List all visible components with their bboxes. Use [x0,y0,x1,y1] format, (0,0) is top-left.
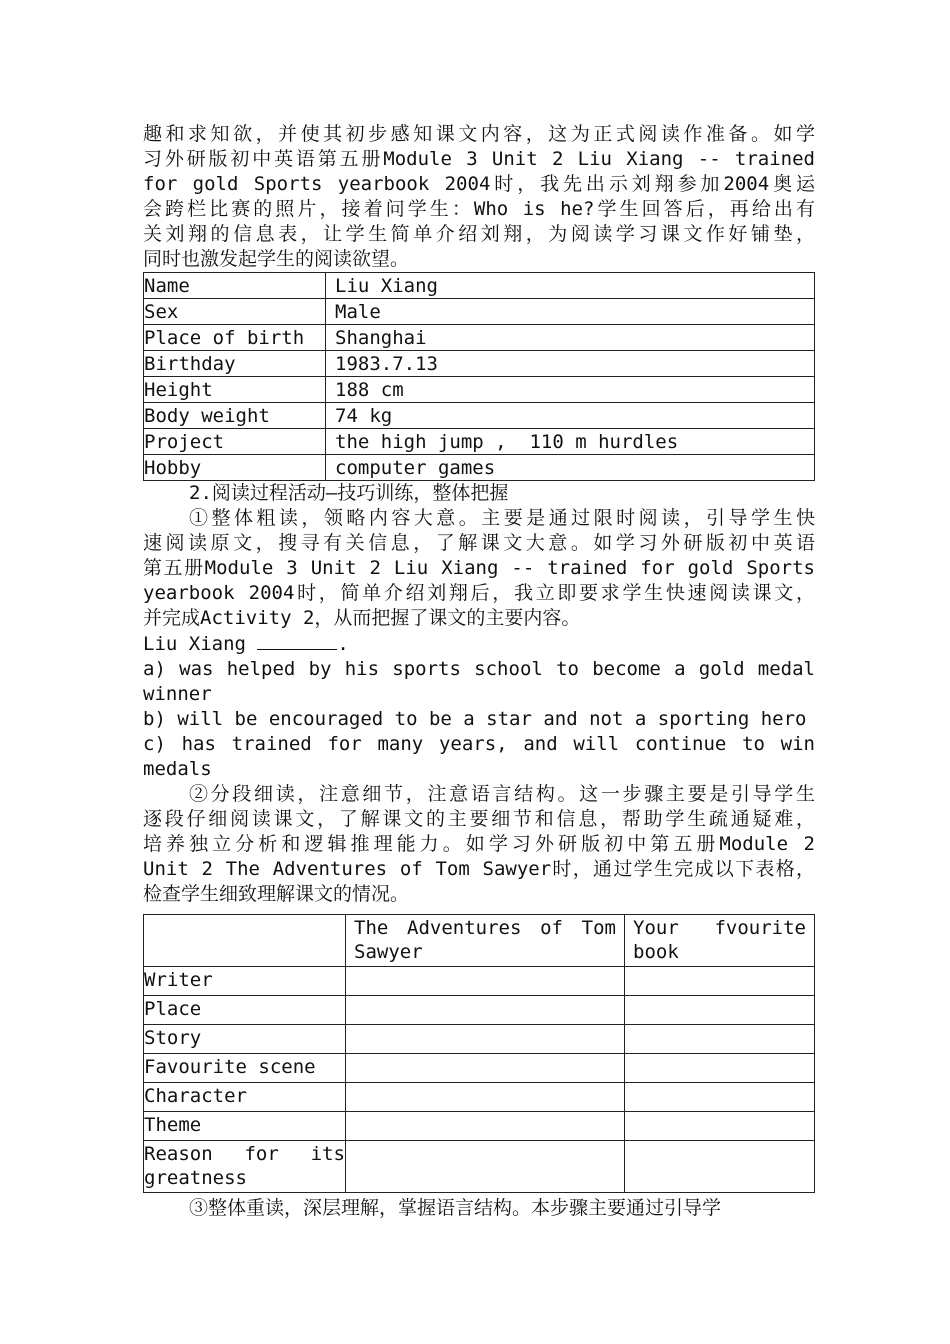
question-stem-end: . [337,633,349,655]
intro-line: 会跨栏比赛的照片，接着问学生：Who is he?学生回答后，再给出有 [143,198,815,220]
table-row [144,377,815,403]
step-1-line: 并完成Activity 2，从而把握了课文的主要内容。 [143,607,581,629]
step-1-line: 速阅读原文，搜寻有关信息，了解课文大意。如学习外研版初中英语 [143,532,815,554]
table-row [144,1054,815,1083]
intro-paragraph [143,122,815,272]
step-2-line: ②分段细读，注意细节，注意语言结构。这一步骤主要是引导学生 [189,783,815,805]
step-1-paragraph [143,506,815,631]
intro-line: 关刘翔的信息表，让学生简单介绍刘翔，为阅读学习课文作好铺垫， [143,223,815,245]
option-c-line: medals [143,758,212,780]
answer-cell[interactable] [346,1054,625,1083]
info-label: Place of birth [144,325,326,351]
info-value: Liu Xiang [326,273,815,299]
table-row [144,351,815,377]
step-1-line: 第五册Module 3 Unit 2 Liu Xiang -- trained for gold Sports [143,557,815,579]
info-value: 188 cm [326,377,815,403]
table-row [144,1083,815,1112]
info-value: Male [326,299,815,325]
header-cell: Your fvourite book [625,915,815,967]
table-row [144,403,815,429]
table-row [144,273,815,299]
row-label: Character [144,1083,346,1112]
intro-line: 趣和求知欲，并使其初步感知课文内容，这为正式阅读作准备。如学 [143,123,815,145]
answer-cell[interactable] [625,1083,815,1112]
info-label: Body weight [144,403,326,429]
step-2-paragraph [143,782,815,907]
option-a-line: winner [143,683,212,705]
row-label: Reason for its greatness [144,1141,346,1193]
row-label: Theme [144,1112,346,1141]
option-a-line: a) was helped by his sports school to become a gold medal [143,658,815,680]
answer-cell[interactable] [625,967,815,996]
option-b-line: b) will be encouraged to be a star and not a sporting hero [143,708,807,730]
info-label: Birthday [144,351,326,377]
row-label: Place [144,996,346,1025]
option-c-line: c) has trained for many years, and will continue to win [143,733,815,755]
liu-xiang-info-table [143,272,815,481]
info-label: Height [144,377,326,403]
step-1-line: yearbook 2004时，简单介绍刘翔后，我立即要求学生快速阅读课文， [143,582,815,604]
info-value: 74 kg [326,403,815,429]
table-row [144,299,815,325]
answer-cell[interactable] [625,1141,815,1193]
book-comparison-table [143,914,815,1193]
intro-line: 同时也激发起学生的阅读欲望。 [143,248,410,270]
info-label: Project [144,429,326,455]
info-value: Shanghai [326,325,815,351]
answer-cell[interactable] [346,967,625,996]
step-1-line: ①整体粗读，领略内容大意。主要是通过限时阅读，引导学生快 [189,507,815,529]
info-label: Hobby [144,455,326,481]
answer-cell[interactable] [346,1083,625,1112]
answer-cell[interactable] [625,1112,815,1141]
table-row [144,1112,815,1141]
answer-blank [257,631,337,650]
table-row [144,429,815,455]
row-label: Favourite scene [144,1054,346,1083]
table-row [144,1025,815,1054]
step-3-paragraph [143,1196,815,1221]
info-label: Sex [144,299,326,325]
answer-cell[interactable] [625,1054,815,1083]
table-header-row [144,915,815,967]
table-row [144,455,815,481]
step-2-line: Unit 2 The Adventures of Tom Sawyer时，通过学生完成以下表格， [143,858,815,880]
info-value: the high jump , 110 m hurdles [326,429,815,455]
answer-cell[interactable] [346,1112,625,1141]
answer-cell[interactable] [346,996,625,1025]
header-cell [144,915,346,967]
question-stem [143,631,815,657]
document-page [143,122,815,1221]
table-row [144,996,815,1025]
row-label: Story [144,1025,346,1054]
header-cell: The Adventures of Tom Sawyer [346,915,625,967]
question-block [143,631,815,782]
row-label: Writer [144,967,346,996]
step-2-line: 培养独立分析和逻辑推理能力。如学习外研版初中第五册Module 2 [143,833,815,855]
answer-cell[interactable] [625,1025,815,1054]
info-label: Name [144,273,326,299]
question-stem-text: Liu Xiang [143,633,246,655]
table-row [144,325,815,351]
step-2-line: 检查学生细致理解课文的情况。 [143,883,410,905]
intro-line: 习外研版初中英语第五册Module 3 Unit 2 Liu Xiang -- trained [143,148,815,170]
answer-cell[interactable] [625,996,815,1025]
section-2-heading: 2.阅读过程活动—技巧训练，整体把握 [189,482,509,504]
step-2-line: 逐段仔细阅读课文，了解课文的主要细节和信息，帮助学生疏通疑难， [143,808,815,830]
table-row [144,967,815,996]
info-value: computer games [326,455,815,481]
step-3-line: ③整体重读，深层理解，掌握语言结构。本步骤主要通过引导学 [189,1197,722,1219]
answer-cell[interactable] [346,1141,625,1193]
answer-cell[interactable] [346,1025,625,1054]
table-row [144,1141,815,1193]
info-value: 1983.7.13 [326,351,815,377]
intro-line: for gold Sports yearbook 2004时，我先出示刘翔参加2004奥运 [143,173,815,195]
